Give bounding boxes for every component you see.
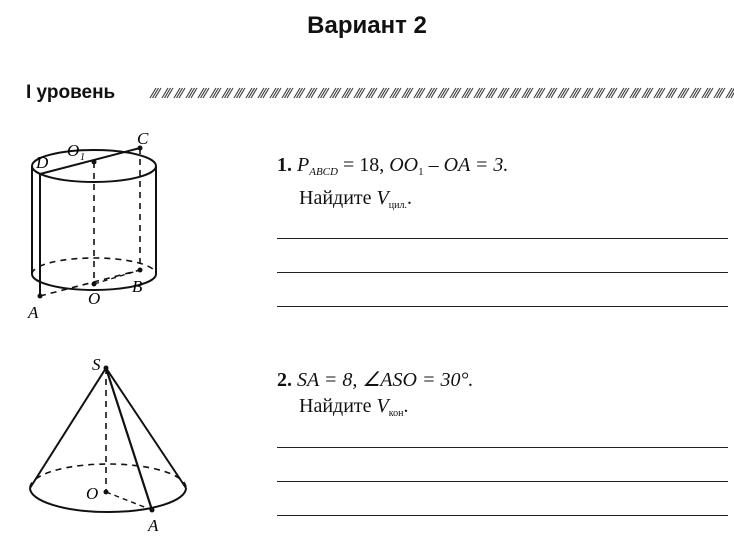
volume-symbol-cone: V [376, 395, 389, 417]
problem-2 [277, 367, 473, 427]
oa-condition: – OA = 3. [423, 154, 509, 176]
page-title: Вариант 2 [307, 12, 427, 39]
label-a: A [28, 303, 39, 322]
label-o1-sub: 1 [80, 152, 85, 163]
answer-line[interactable] [277, 515, 728, 516]
label-o1: O [67, 141, 80, 160]
problem-1-number: 1. [277, 154, 292, 176]
volume-symbol: V [376, 187, 389, 209]
task-end-2: . [403, 395, 409, 417]
oo1-symbol: OO [389, 154, 419, 176]
cone-figure [22, 356, 197, 541]
label-s: S [92, 356, 101, 374]
task-end: . [406, 187, 412, 209]
perimeter-subscript: ABCD [309, 166, 338, 178]
problem-1 [277, 152, 508, 219]
label-b: B [132, 277, 143, 296]
perimeter-symbol: P [297, 154, 310, 176]
answer-line[interactable] [277, 306, 728, 307]
oo1-subscript: 1 [418, 166, 424, 178]
answer-line[interactable] [277, 481, 728, 482]
answer-line[interactable] [277, 447, 728, 448]
label-o-cone: O [86, 484, 99, 503]
volume-subscript-cone: кон [388, 408, 404, 419]
problem-2-condition: SA = 8, ∠ASO = 30°. [297, 369, 474, 391]
label-a-cone: A [148, 516, 159, 535]
answer-line[interactable] [277, 238, 728, 239]
level-heading: I уровень [26, 82, 116, 103]
cylinder-figure [22, 124, 172, 324]
label-c: C [137, 129, 149, 148]
perimeter-value: = 18, [337, 154, 390, 176]
problem-1-task: Найдите [299, 187, 377, 209]
label-d: D [36, 153, 49, 172]
problem-2-task: Найдите [299, 395, 377, 417]
decorative-hatch [148, 86, 734, 100]
label-o: O [88, 289, 101, 308]
answer-line[interactable] [277, 272, 728, 273]
problem-2-number: 2. [277, 369, 292, 391]
volume-subscript-cyl: цил. [388, 200, 407, 211]
